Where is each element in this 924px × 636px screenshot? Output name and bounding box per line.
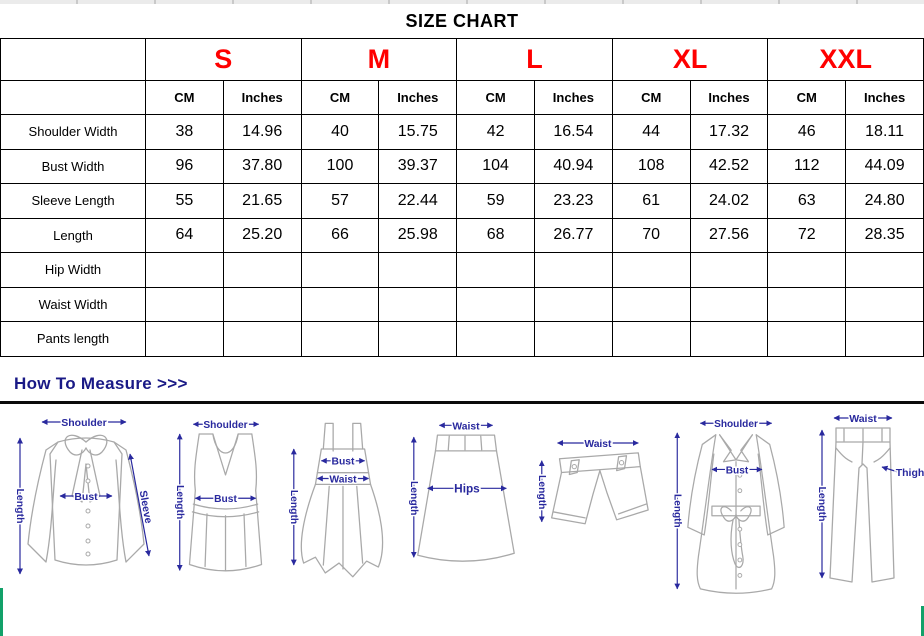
- length-label: Length: [287, 489, 299, 524]
- size-header-s: S: [146, 39, 302, 81]
- cell: [146, 253, 224, 288]
- size-header-l: L: [457, 39, 613, 81]
- length-label: Length: [407, 480, 419, 515]
- cell: [612, 322, 690, 357]
- cell: 72: [768, 218, 846, 253]
- tank-top-diagram: [170, 408, 282, 608]
- shoulder-label: Shoulder: [61, 416, 107, 429]
- cell: 40.94: [534, 149, 612, 184]
- waist-label: Waist: [329, 473, 357, 485]
- cell: [534, 253, 612, 288]
- table-row-shoulder-width: [1, 115, 924, 150]
- size-header-xxl: XXL: [768, 39, 924, 81]
- cell: 57: [301, 184, 379, 219]
- dress-diagram: [282, 408, 402, 608]
- pants-diagram: [814, 408, 924, 608]
- cell: [690, 287, 768, 322]
- row-label: Hip Width: [1, 253, 146, 288]
- bust-label: Bust: [725, 464, 749, 476]
- cell: [534, 322, 612, 357]
- cell: 44.09: [846, 149, 924, 184]
- cell: 61: [612, 184, 690, 219]
- cell: [146, 322, 224, 357]
- cell: [846, 322, 924, 357]
- cell: 96: [146, 149, 224, 184]
- row-label: Waist Width: [1, 287, 146, 322]
- cell: [612, 287, 690, 322]
- size-header-xl: XL: [612, 39, 768, 81]
- cell: [301, 322, 379, 357]
- size-header-row: [1, 39, 924, 81]
- row-label: Pants length: [1, 322, 146, 357]
- cell: [301, 287, 379, 322]
- left-edge-strip: [0, 588, 3, 636]
- cell: 17.32: [690, 115, 768, 150]
- cell: 15.75: [379, 115, 457, 150]
- cell: 16.54: [534, 115, 612, 150]
- unit-header: Inches: [379, 81, 457, 115]
- cell: [379, 287, 457, 322]
- cell: 18.11: [846, 115, 924, 150]
- skirt-diagram: [402, 408, 528, 608]
- cell: 25.20: [223, 218, 301, 253]
- unit-header: Inches: [846, 81, 924, 115]
- cell: [690, 253, 768, 288]
- hips-label: Hips: [454, 480, 480, 495]
- table-row-sleeve-length: [1, 184, 924, 219]
- cell: 46: [768, 115, 846, 150]
- title-band: [0, 4, 924, 38]
- cell: [223, 322, 301, 357]
- length-label: Length: [535, 474, 547, 509]
- cell: [301, 253, 379, 288]
- size-chart-table: [0, 38, 924, 357]
- cell: 39.37: [379, 149, 457, 184]
- length-label: Length: [14, 488, 26, 523]
- bust-label: Bust: [74, 490, 98, 503]
- cell: [612, 253, 690, 288]
- cell: 24.02: [690, 184, 768, 219]
- length-label: Length: [671, 493, 683, 528]
- cell: 112: [768, 149, 846, 184]
- cell: 40: [301, 115, 379, 150]
- cell: 26.77: [534, 218, 612, 253]
- length-label: Length: [816, 486, 828, 521]
- section-divider: [0, 401, 924, 404]
- cell: [379, 322, 457, 357]
- unit-header: CM: [457, 81, 535, 115]
- cell: 63: [768, 184, 846, 219]
- page-title: SIZE CHART: [405, 10, 519, 31]
- cell: [457, 287, 535, 322]
- cell: 104: [457, 149, 535, 184]
- how-to-measure-heading: How To Measure >>>: [14, 373, 188, 393]
- shoulder-label: Shoulder: [714, 418, 758, 430]
- cell: [768, 287, 846, 322]
- unit-header: CM: [301, 81, 379, 115]
- unit-header: Inches: [690, 81, 768, 115]
- cell: [457, 253, 535, 288]
- bust-label: Bust: [214, 493, 237, 505]
- cell: [768, 322, 846, 357]
- cell: [146, 287, 224, 322]
- length-label: Length: [173, 484, 185, 519]
- unit-header-row: [1, 81, 924, 115]
- table-row-waist-width: [1, 287, 924, 322]
- cell: 108: [612, 149, 690, 184]
- cell: [379, 253, 457, 288]
- cell: 42.52: [690, 149, 768, 184]
- cell: [846, 287, 924, 322]
- corner-cell: [1, 81, 146, 115]
- sleeve-label: Sleeve: [136, 489, 155, 524]
- row-label: Shoulder Width: [1, 115, 146, 150]
- row-label: Bust Width: [1, 149, 146, 184]
- thigh-label: Thigh: [895, 466, 924, 479]
- unit-header: Inches: [534, 81, 612, 115]
- bust-label: Bust: [331, 456, 355, 468]
- size-header-m: M: [301, 39, 457, 81]
- waist-label: Waist: [584, 438, 612, 450]
- cell: 59: [457, 184, 535, 219]
- unit-header: CM: [146, 81, 224, 115]
- table-row-length: [1, 218, 924, 253]
- cell: 66: [301, 218, 379, 253]
- row-label: Length: [1, 218, 146, 253]
- cell: 37.80: [223, 149, 301, 184]
- cell: [846, 253, 924, 288]
- cell: 44: [612, 115, 690, 150]
- cell: 70: [612, 218, 690, 253]
- waist-label: Waist: [849, 412, 877, 425]
- cell: 14.96: [223, 115, 301, 150]
- cell: [457, 322, 535, 357]
- cell: 28.35: [846, 218, 924, 253]
- cell: 24.80: [846, 184, 924, 219]
- cell: 27.56: [690, 218, 768, 253]
- cell: 100: [301, 149, 379, 184]
- cell: 42: [457, 115, 535, 150]
- cell: [223, 287, 301, 322]
- table-row-bust-width: [1, 149, 924, 184]
- cell: [534, 287, 612, 322]
- waist-label: Waist: [452, 420, 480, 432]
- cell: 25.98: [379, 218, 457, 253]
- table-row-pants-length: [1, 322, 924, 357]
- blouse-diagram: [0, 408, 170, 608]
- cell: 64: [146, 218, 224, 253]
- cell: 38: [146, 115, 224, 150]
- cell: 55: [146, 184, 224, 219]
- table-row-hip-width: [1, 253, 924, 288]
- unit-header: CM: [612, 81, 690, 115]
- shoulder-label: Shoulder: [203, 419, 248, 431]
- cell: [223, 253, 301, 288]
- unit-header: Inches: [223, 81, 301, 115]
- cell: [768, 253, 846, 288]
- shorts-diagram: [528, 408, 658, 608]
- cell: 22.44: [379, 184, 457, 219]
- cell: 68: [457, 218, 535, 253]
- unit-header: CM: [768, 81, 846, 115]
- measurement-diagrams: [0, 408, 924, 610]
- coat-diagram: [658, 408, 814, 608]
- corner-cell: [1, 39, 146, 81]
- row-label: Sleeve Length: [1, 184, 146, 219]
- cell: 21.65: [223, 184, 301, 219]
- cell: 23.23: [534, 184, 612, 219]
- cell: [690, 322, 768, 357]
